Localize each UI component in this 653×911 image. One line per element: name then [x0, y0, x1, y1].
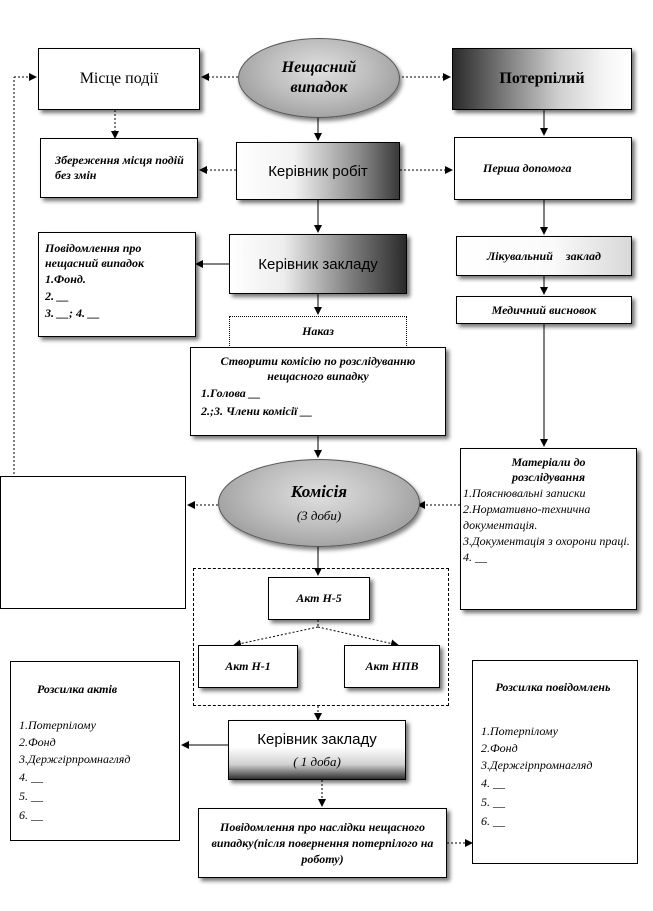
victim-label: Потерпілий [499, 70, 585, 87]
materials-line-4: 4. __ [463, 550, 487, 564]
commission-label: Комісія [290, 482, 348, 501]
notices-mailing-line-6: 6. __ [481, 814, 505, 828]
act-npv-label: Акт НПВ [365, 659, 419, 673]
medical-report-box [456, 296, 632, 324]
investigation-materials-box [460, 448, 637, 610]
acts-mailing-line-5: 5. __ [19, 789, 43, 803]
head-of-institution-2-box [228, 720, 406, 780]
work-manager-box [236, 142, 400, 200]
empty-box [0, 476, 186, 609]
acts-mailing-line-1: 1.Потерпілому [19, 718, 96, 732]
first-aid-label: Перша допомога [483, 161, 572, 175]
materials-line-3: 3.Документація з охорони праці. [463, 534, 630, 548]
order-label: Наказ [302, 324, 334, 338]
acts-mailing-line-2: 2.Фонд [19, 735, 56, 749]
act-n1-label: Акт Н-1 [225, 659, 271, 673]
act-n1-box [198, 645, 298, 688]
notices-mailing-title: Розсилка повідомлень [495, 680, 611, 694]
consequences-notice-box [198, 808, 447, 878]
accident-notice-title: Повідомлення про нещасний випадок [45, 241, 145, 270]
acts-mailing-box [10, 661, 180, 841]
head-of-institution-2-label: Керівник закладу [257, 730, 377, 748]
hospital-label: Лікувальний заклад [486, 248, 602, 263]
acts-mailing-line-3: 3.Держгірпромнагляд [19, 752, 131, 766]
notices-mailing-line-2: 2.Фонд [481, 741, 518, 755]
act-n5-box [268, 577, 370, 620]
act-n5-label: Акт Н-5 [296, 591, 342, 605]
acts-mailing-title: Розсилка актів [37, 682, 118, 696]
investigation-materials-title: Матеріали до розслідування [511, 455, 586, 484]
preserve-scene-box [40, 138, 198, 198]
notices-mailing-line-4: 4. __ [481, 776, 505, 790]
notice-line-2: 2. __ [45, 289, 69, 303]
notices-mailing-box [472, 660, 638, 864]
commission-days: (3 доби) [296, 508, 342, 523]
materials-line-2: 2.Нормативно-технична документація. [463, 502, 591, 532]
victim-box [452, 48, 632, 110]
order-box [229, 316, 407, 346]
head-of-institution-box [229, 234, 407, 294]
work-manager-label: Керівник робіт [268, 162, 368, 180]
notices-mailing-line-3: 3.Держгірпромнагляд [481, 758, 593, 772]
place-label: Місце події [79, 70, 159, 87]
first-aid-box [454, 137, 632, 200]
commission-ellipse [218, 459, 420, 547]
accident-label: Нещасний випадок [281, 59, 357, 96]
acts-mailing-line-6: 6. __ [19, 808, 43, 822]
place-box [38, 48, 200, 110]
accident-notice-box [38, 232, 196, 337]
create-commission-title: Створити комісію по розслідуванню нещасного випадку [220, 354, 416, 383]
act-npv-box [344, 645, 440, 688]
commission-line-2: 2.;3. Члени комісії __ [201, 404, 313, 418]
accident-ellipse [238, 38, 400, 118]
consequences-notice-label: Повідомлення про наслідки нещасного випадку(після повернення потерпілого на роботу) [211, 820, 434, 866]
materials-line-1: 1.Пояснювальні записки [463, 486, 586, 500]
notices-mailing-line-5: 5. __ [481, 795, 505, 809]
head-of-institution-label: Керівник закладу [258, 255, 378, 273]
acts-mailing-line-4: 4. __ [19, 770, 43, 784]
notice-line-1: 1.Фонд. [45, 272, 86, 286]
notice-line-3: 3. __; 4. __ [45, 306, 100, 320]
head-of-institution-2-days: ( 1 доба) [293, 753, 341, 769]
preserve-scene-label: Збереження місця подій без змін [55, 153, 184, 182]
hospital-box [456, 236, 632, 276]
notices-mailing-line-1: 1.Потерпілому [481, 724, 558, 738]
create-commission-box [190, 347, 446, 436]
commission-line-1: 1.Голова __ [201, 386, 261, 400]
medical-report-label: Медичний висновок [491, 302, 597, 317]
